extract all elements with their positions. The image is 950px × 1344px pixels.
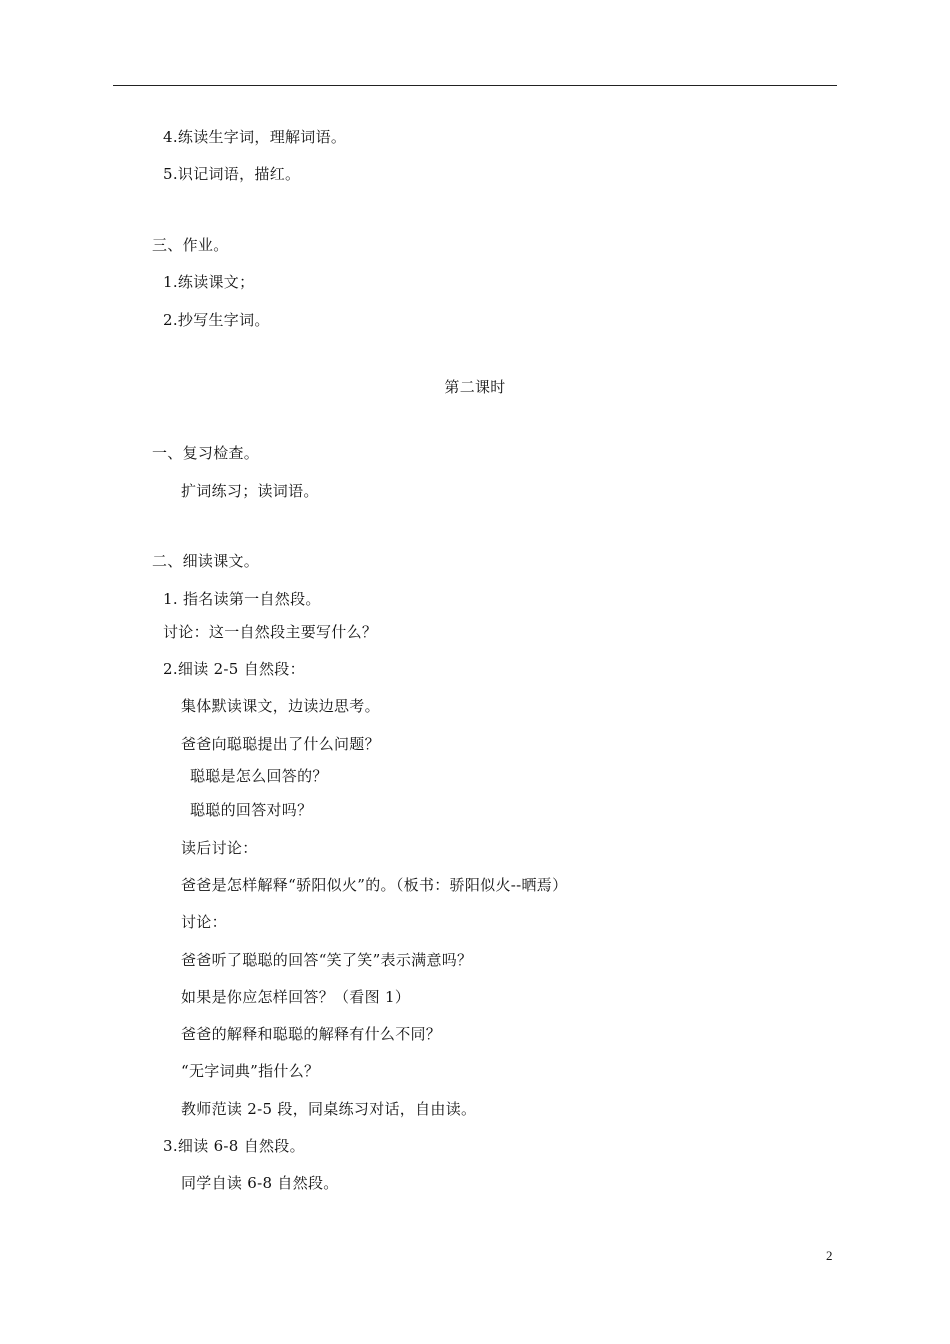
section-heading: 一、复习检查。 [152, 444, 260, 462]
paragraph: 爸爸听了聪聪的回答“笑了笑”表示满意吗？ [181, 951, 473, 969]
paragraph: 同学自读 6-8 自然段。 [181, 1174, 339, 1192]
paragraph: 讨论：这一自然段主要写什么？ [163, 623, 378, 641]
header-rule [113, 85, 837, 86]
section-heading: 三、作业。 [152, 236, 229, 254]
list-item: 5.识记词语，描红。 [163, 165, 301, 183]
section-heading: 二、细读课文。 [152, 552, 260, 570]
paragraph: 扩词练习；读词语。 [181, 482, 319, 500]
paragraph: 教师范读 2-5 段，同桌练习对话，自由读。 [181, 1100, 477, 1118]
list-item: 4.练读生字词，理解词语。 [163, 128, 347, 146]
paragraph: 如果是你应怎样回答？（看图 1） [181, 988, 411, 1006]
paragraph: 爸爸向聪聪提出了什么问题？ [181, 735, 380, 753]
paragraph: 集体默读课文，边读边思考。 [181, 697, 380, 715]
paragraph: 聪聪是怎么回答的？ [190, 767, 328, 785]
page-number: 2 [826, 1248, 833, 1263]
lesson-title: 第二课时 [444, 378, 506, 396]
list-item: 3.细读 6-8 自然段。 [163, 1137, 305, 1155]
paragraph: 讨论： [181, 913, 227, 931]
list-item: 1.练读课文； [163, 273, 255, 291]
paragraph: “无字词典”指什么？ [181, 1062, 320, 1080]
paragraph: 读后讨论： [181, 839, 258, 857]
paragraph: 聪聪的回答对吗？ [190, 801, 313, 819]
paragraph: 爸爸的解释和聪聪的解释有什么不同？ [181, 1025, 442, 1043]
list-item: 1. 指名读第一自然段。 [163, 590, 321, 608]
list-item: 2.细读 2-5 自然段： [163, 660, 305, 678]
paragraph: 爸爸是怎样解释“骄阳似火”的。（板书：骄阳似火--晒焉） [181, 876, 568, 894]
list-item: 2.抄写生字词。 [163, 311, 270, 329]
